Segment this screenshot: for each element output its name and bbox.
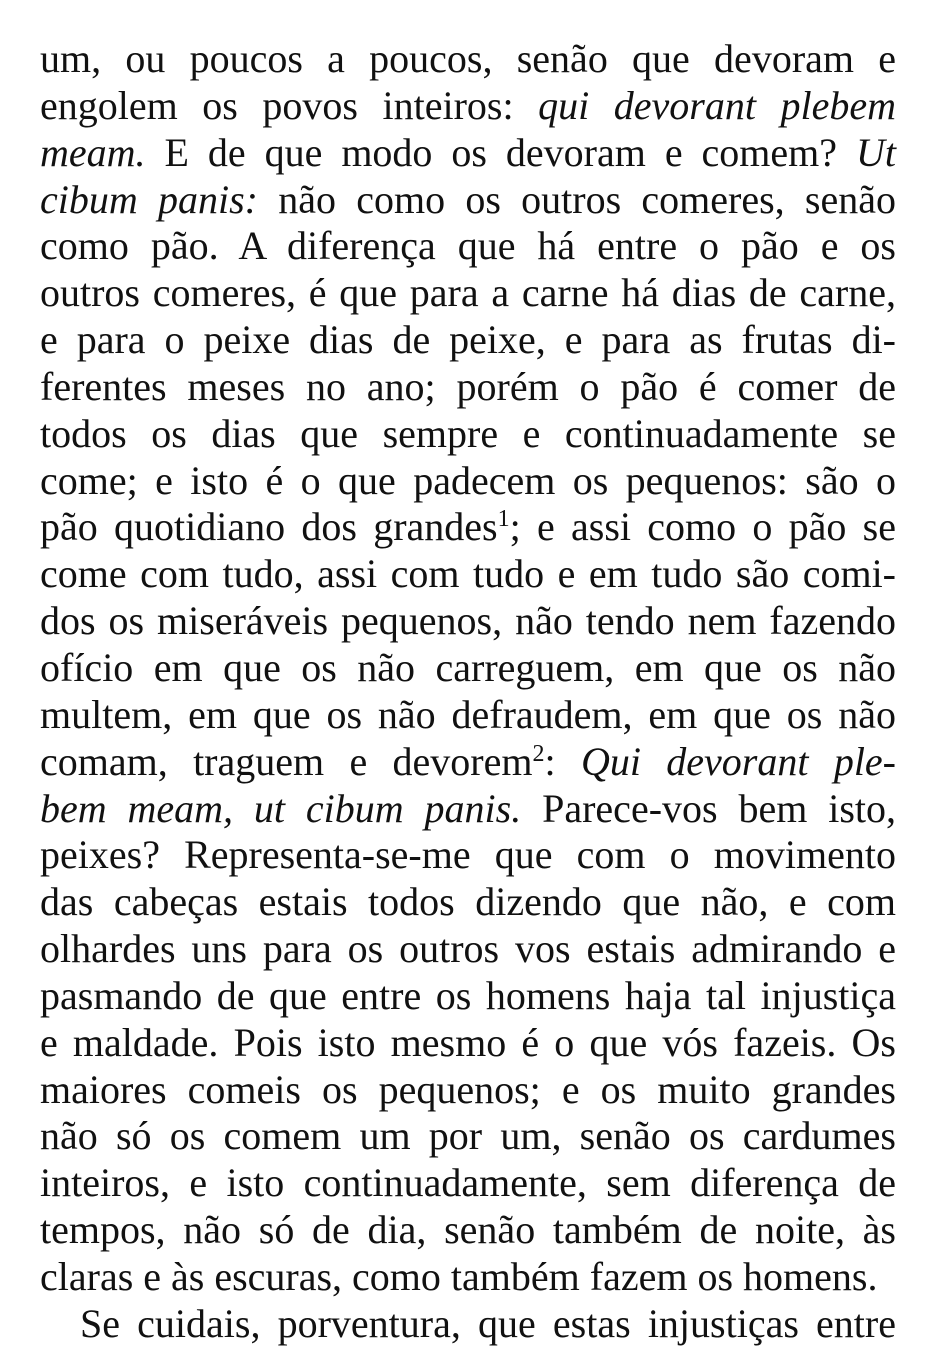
text-line <box>40 645 896 692</box>
text-span: dos os miseráveis pequenos, não tendo nem fazendo <box>40 598 896 644</box>
text-line <box>40 692 896 739</box>
text-span: das cabeças estais todos dizendo que não, e com <box>40 879 896 925</box>
text-span: E de que modo os devoram e comem? <box>145 129 856 175</box>
text-span: e para o peixe dias de peixe, e para as frutas di- <box>40 317 896 363</box>
text-line <box>40 1067 896 1114</box>
text-line <box>40 1020 896 1067</box>
text-line <box>40 598 896 645</box>
text-line <box>40 879 896 926</box>
italic-latin-text: meam. <box>40 129 146 175</box>
text-line <box>40 1113 896 1160</box>
text-span: maiores comeis os pequenos; e os muito grandes <box>40 1066 896 1112</box>
text-span: pasmando de que entre os homens haja tal injustiça <box>40 972 896 1018</box>
text-line <box>40 1300 896 1346</box>
text-line <box>40 411 896 458</box>
text-span: tempos, não só de dia, senão também de noite, às <box>40 1207 896 1253</box>
text-span: peixes? Representa-se-me que com o movimento <box>40 832 896 878</box>
text-line <box>40 1207 896 1254</box>
text-span: claras e às escuras, como também fazem os homens. <box>40 1253 878 1299</box>
text-span: : <box>544 738 581 784</box>
text-line <box>40 130 896 177</box>
text-span: inteiros, e isto continuadamente, sem diferença de <box>40 1160 896 1206</box>
text-span: como pão. A diferença que há entre o pão e os <box>40 223 896 269</box>
text-span: ; e assi como o pão se <box>509 504 897 550</box>
italic-latin-text: bem meam, ut cibum panis. <box>40 785 522 831</box>
text-line <box>40 317 896 364</box>
italic-latin-text: cibum panis: <box>40 176 258 222</box>
text-line <box>40 270 896 317</box>
text-span: ofício em que os não carreguem, em que os não <box>40 644 896 690</box>
text-line <box>40 177 896 224</box>
text-line <box>40 458 896 505</box>
text-line <box>40 739 896 786</box>
text-line <box>40 364 896 411</box>
text-span: pão quotidiano dos grandes <box>40 504 498 550</box>
text-span: e maldade. Pois isto mesmo é o que vós fazeis. Os <box>40 1019 896 1065</box>
text-line <box>40 973 896 1020</box>
text-span: um, ou poucos a poucos, senão que devoram e <box>40 36 896 81</box>
text-line <box>40 223 896 270</box>
text-span: Parece-vos bem isto, <box>521 785 896 831</box>
text-span: todos os dias que sempre e continuadamente se <box>40 410 896 456</box>
italic-latin-text: Qui devorant ple- <box>580 738 896 784</box>
text-span: come com tudo, assi com tudo e em tudo são comi- <box>40 551 896 597</box>
italic-latin-text: Ut <box>856 129 896 175</box>
text-span: engolem os povos inteiros: <box>40 82 539 128</box>
text-line <box>40 786 896 833</box>
text-line <box>40 832 896 879</box>
text-span: não só os comem um por um, senão os cardumes <box>40 1113 896 1159</box>
text-line <box>40 36 896 83</box>
text-line <box>40 1254 896 1301</box>
text-span: ferentes meses no ano; porém o pão é comer de <box>40 363 896 409</box>
text-line <box>40 926 896 973</box>
text-line <box>40 1160 896 1207</box>
text-span: Se cuidais, porventura, que estas injustiças entre <box>80 1300 896 1346</box>
footnote-marker: 2 <box>532 740 545 767</box>
footnote-marker: 1 <box>497 506 510 533</box>
text-span: comam, traguem e devorem <box>40 738 533 784</box>
text-page <box>40 36 897 1346</box>
text-line <box>40 83 896 130</box>
text-span: outros comeres, é que para a carne há dias de carne, <box>40 270 896 316</box>
text-span: olhardes uns para os outros vos estais admirando e <box>40 926 896 972</box>
text-span: não como os outros comeres, senão <box>258 176 896 222</box>
text-span: come; e isto é o que padecem os pequenos: são o <box>40 457 896 503</box>
text-line <box>40 551 896 598</box>
italic-latin-text: qui devorant plebem <box>538 82 896 128</box>
text-span: multem, em que os não defraudem, em que os não <box>40 691 896 737</box>
text-line <box>40 504 896 551</box>
